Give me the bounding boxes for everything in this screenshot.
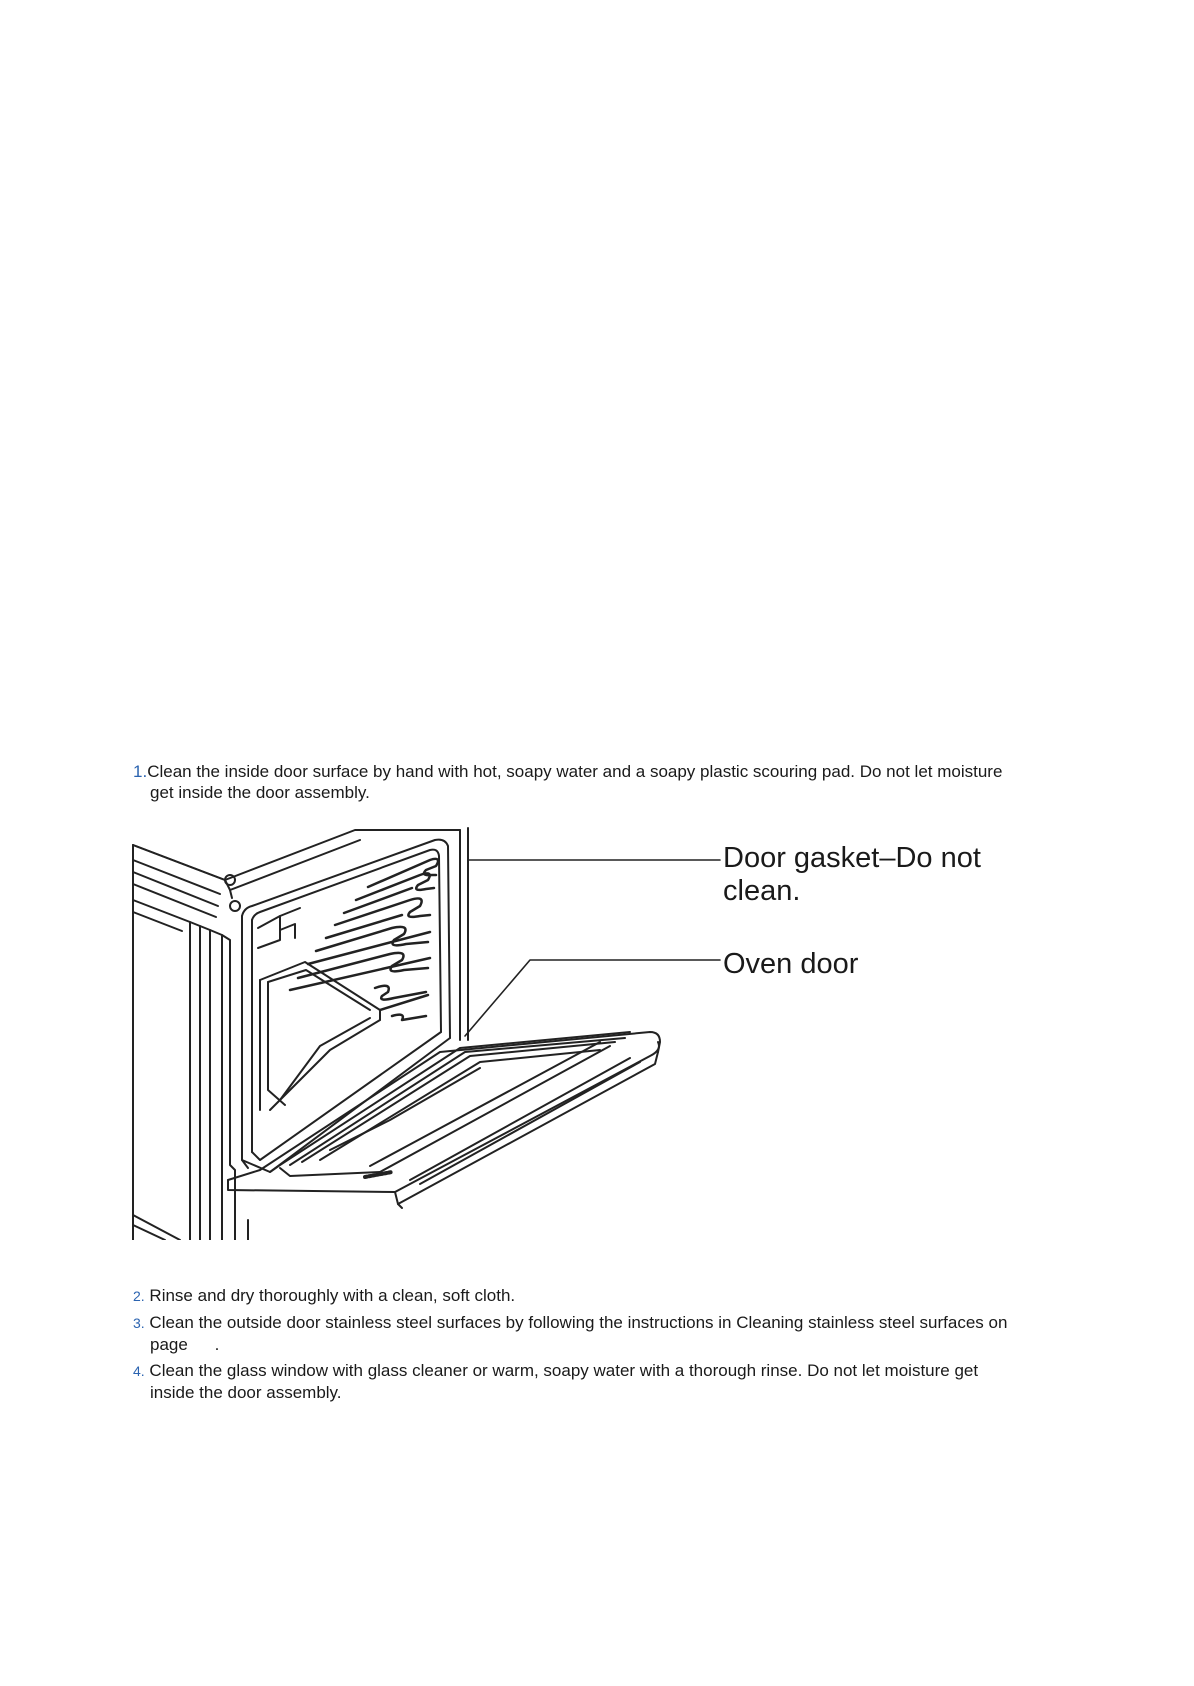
oven-door-leader-line [465,960,720,1036]
oven-door [228,1032,660,1208]
page-period: . [214,1335,220,1354]
step-3 [133,1312,1093,1355]
callout-text: Oven door [723,948,859,980]
callout-text: clean. [723,875,801,907]
step-number: 2. [133,1288,145,1304]
step-text: Rinse and dry thoroughly with a clean, soft cloth. [149,1286,516,1305]
step-4 [133,1360,1093,1403]
oven-door-illustration [130,820,730,1240]
callout-text: Door gasket–Do not [723,842,981,874]
callout-leaders [465,860,720,1036]
step-number: 1. [133,762,148,781]
step-text-continued [133,1334,1093,1355]
rack-guides [290,859,438,1020]
oven-door-callout [723,948,1043,981]
step-number: 3. [133,1315,145,1331]
step-2 [133,1285,1093,1307]
step-text: Clean the outside door stainless steel surfaces by following the instructions in Cleaning stainless steel surfaces on [149,1313,1008,1332]
step-number: 4. [133,1363,145,1379]
step-text-continued: get inside the door assembly. [150,783,370,802]
step-text-continued: inside the door assembly. [150,1383,342,1402]
door-gasket-callout [723,842,1043,908]
step-1 [133,761,1093,803]
page-label: page [150,1335,188,1354]
range-side-panel [133,845,225,1240]
step-text: Clean the glass window with glass cleaner or warm, soapy water with a thorough rinse. Do not let moisture get [149,1361,979,1380]
step-text: Clean the inside door surface by hand with hot, soapy water and a soapy plastic scouring pad. Do not let moisture [147,762,1003,781]
